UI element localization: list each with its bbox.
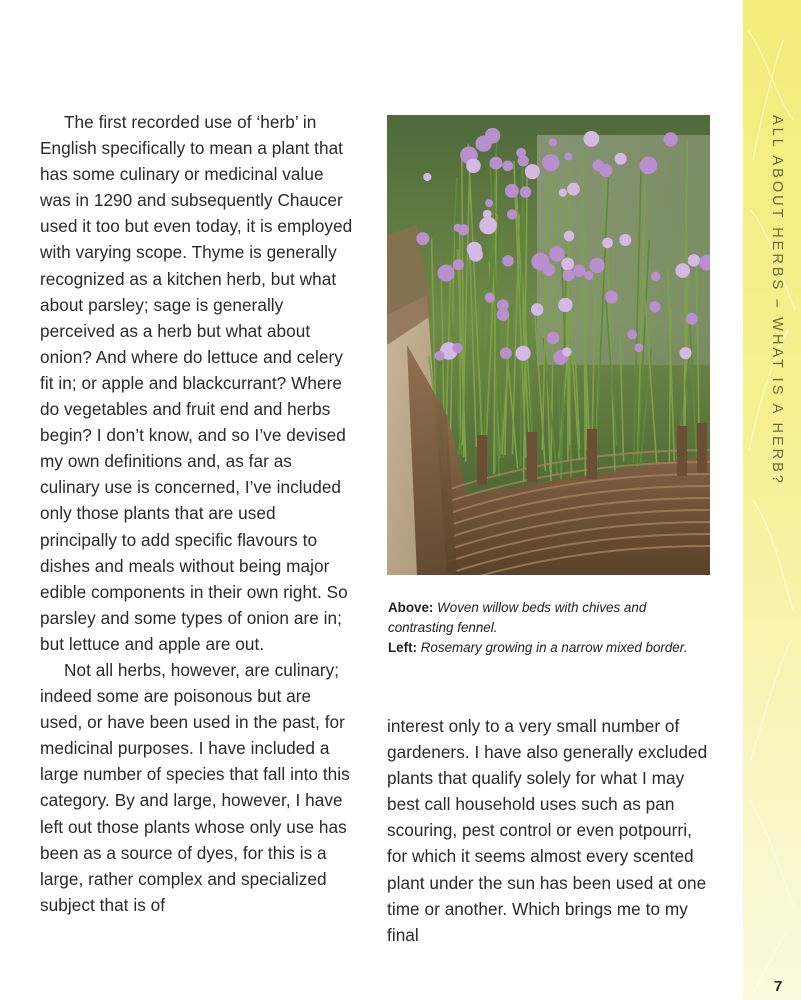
chive-flower <box>469 247 483 261</box>
chive-flower <box>416 232 429 245</box>
caption-above <box>388 598 708 638</box>
photo-illustration <box>387 115 710 575</box>
chive-flower <box>584 271 593 280</box>
chive-flower <box>675 263 690 278</box>
chive-flower <box>543 263 556 276</box>
chive-flower <box>452 343 462 353</box>
chive-flower <box>423 173 431 181</box>
chive-flower <box>489 157 502 170</box>
wicker-post <box>677 426 687 476</box>
chive-flower <box>483 210 492 219</box>
caption-above-text: Woven willow beds with chives and contrasting fennel. <box>388 600 647 635</box>
chive-flower <box>634 343 643 352</box>
chive-flower <box>573 265 585 277</box>
chive-flower <box>619 234 631 246</box>
caption-left-label: Left: <box>388 640 418 655</box>
chive-flower <box>663 132 677 146</box>
chive-flower <box>518 155 529 166</box>
chive-flower <box>466 158 481 173</box>
body-paragraph: The first recorded use of ‘herb’ in English specifically to mean a plant that has some culinary or medicinal value was in 1290 and subsequently Chaucer used it too but even today, it is employed with varying scope. Thyme is generally recognized as a kitchen herb, but what about parsley; sage is generally perceived as a herb but what about onion? And where do lettuce and celery fit in; or apple and blackcurrant? Where do vegetables and fruit end and herbs begin? I don’t know, and so I’ve devised my own definitions and, as far as culinary use is concerned, I’ve included only those plants that are used principally to add specific flavours to dishes and meals without being major edible components in their own right. So parsley and some types of onion are in; but lettuce and apple are out. <box>40 112 353 654</box>
chive-flower <box>679 347 691 359</box>
chive-flower <box>485 128 501 144</box>
chive-flower <box>547 332 560 345</box>
chive-flower <box>479 217 497 235</box>
chive-flower <box>435 351 445 361</box>
chive-flower <box>605 291 618 304</box>
chive-flower <box>502 255 514 267</box>
body-text-column-right <box>387 713 709 948</box>
chive-flower <box>615 153 627 165</box>
chive-flower <box>531 303 544 316</box>
chive-flower <box>454 224 462 232</box>
caption-left <box>388 638 708 658</box>
caption-left-text: Rosemary growing in a narrow mixed border. <box>420 640 688 655</box>
chive-flower <box>649 301 660 312</box>
chive-flower <box>525 164 540 179</box>
photo-caption <box>388 598 708 658</box>
caption-above-label: Above: <box>388 600 434 615</box>
chive-flower <box>640 156 658 174</box>
chive-flower <box>567 183 580 196</box>
chive-flower <box>564 231 575 242</box>
chive-flower <box>485 199 493 207</box>
chive-flower <box>549 246 564 261</box>
chive-flower <box>438 265 455 282</box>
chive-flower <box>602 238 613 249</box>
chive-flower <box>500 347 512 359</box>
body-paragraph: interest only to a very small number of gardeners. I have also generally excluded plants that qualify solely for what I may best call household uses such as pan scouring, pest control or even potpourri, for which it seems almost every scented plant under the sun has been used at one time or another. Which brings me to my final <box>387 716 708 945</box>
chive-flower <box>562 347 571 356</box>
wicker-post <box>697 423 707 473</box>
chive-flower <box>563 269 575 281</box>
chive-flower <box>485 292 495 302</box>
body-paragraph: Not all herbs, however, are culinary; indeed some are poisonous but are used, or have been used in the past, for medicinal purposes. I have included a large number of species that fall into this category. By and large, however, I have left out those plants whose only use has been as a source of dyes, for this is a large, rather complex and specialized subject that is of <box>40 659 350 915</box>
chive-flower <box>453 259 464 270</box>
chive-flower <box>542 154 559 171</box>
chive-flower <box>627 330 637 340</box>
wicker-post <box>587 429 597 479</box>
chive-flower <box>502 160 513 171</box>
chive-flower <box>564 152 572 160</box>
photo-willow-beds-chives <box>387 115 710 575</box>
chive-flower <box>505 184 519 198</box>
chive-flower <box>688 254 700 266</box>
page-number: 7 <box>774 978 783 995</box>
chive-flower <box>496 308 509 321</box>
chive-flower <box>559 189 567 197</box>
chive-flower <box>516 346 531 361</box>
chive-flower <box>558 298 572 312</box>
chive-flower <box>520 186 531 197</box>
chive-flower <box>651 271 661 281</box>
wicker-post <box>477 435 487 485</box>
running-head: ALL ABOUT HERBS – WHAT IS A HERB? <box>769 115 785 486</box>
chive-flower <box>549 138 557 146</box>
chive-flower <box>686 313 698 325</box>
chive-flower <box>561 257 574 270</box>
chive-flower <box>589 258 604 273</box>
body-text-column-left <box>40 109 356 918</box>
chive-flower <box>593 160 604 171</box>
wicker-post <box>527 432 537 482</box>
chive-flower <box>584 131 600 147</box>
chive-flower <box>507 209 517 219</box>
